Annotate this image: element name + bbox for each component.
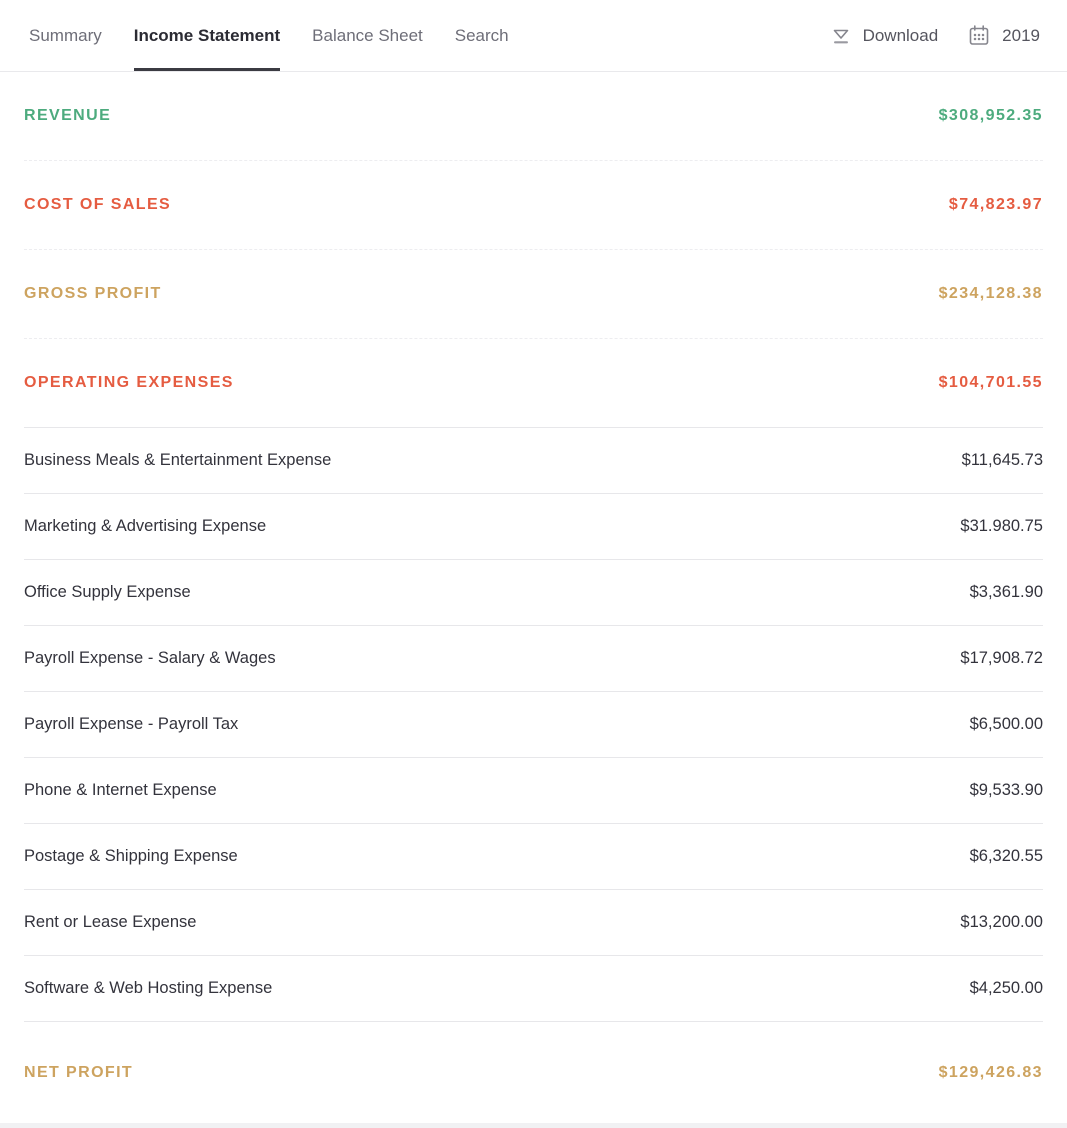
row-label: Rent or Lease Expense xyxy=(24,913,197,931)
row-label: OPERATING EXPENSES xyxy=(24,374,234,391)
statement-row xyxy=(24,494,1043,560)
tab-label: Summary xyxy=(29,25,102,45)
statement-row xyxy=(24,890,1043,956)
row-value: $74,823.97 xyxy=(948,196,1043,213)
row-value: $234,128.38 xyxy=(938,285,1043,302)
statement-row xyxy=(24,560,1043,626)
statement-row xyxy=(24,626,1043,692)
download-button[interactable] xyxy=(831,25,939,47)
header-actions xyxy=(831,0,1040,71)
statement-row xyxy=(24,250,1043,339)
statement-row xyxy=(24,692,1043,758)
row-value: $129,426.83 xyxy=(938,1063,1043,1081)
statement-row xyxy=(24,1022,1043,1123)
tab-balance-sheet[interactable] xyxy=(312,0,423,71)
download-icon xyxy=(831,25,851,47)
row-label: Payroll Expense - Payroll Tax xyxy=(24,715,239,733)
income-statement-list xyxy=(0,72,1067,1123)
row-label: Payroll Expense - Salary & Wages xyxy=(24,649,276,667)
row-label: Business Meals & Entertainment Expense xyxy=(24,451,332,469)
row-label: REVENUE xyxy=(24,107,112,124)
row-label: Phone & Internet Expense xyxy=(24,781,217,799)
tab-summary[interactable] xyxy=(29,0,102,71)
row-value: $4,250.00 xyxy=(969,979,1043,997)
row-value: $6,320.55 xyxy=(969,847,1043,865)
year-label: 2019 xyxy=(1002,25,1040,45)
statement-row xyxy=(24,956,1043,1022)
row-label: GROSS PROFIT xyxy=(24,285,162,302)
statement-row xyxy=(24,758,1043,824)
page-bottom-edge xyxy=(0,1123,1067,1128)
row-label: Postage & Shipping Expense xyxy=(24,847,238,865)
year-selector[interactable] xyxy=(968,24,1040,47)
statement-row xyxy=(24,161,1043,250)
tab-label: Balance Sheet xyxy=(312,25,423,45)
statement-row xyxy=(24,824,1043,890)
row-label: COST OF SALES xyxy=(24,196,172,213)
row-value: $104,701.55 xyxy=(938,374,1043,391)
row-label: Marketing & Advertising Expense xyxy=(24,517,267,535)
row-value: $308,952.35 xyxy=(938,107,1043,124)
download-label: Download xyxy=(862,25,939,45)
row-value: $3,361.90 xyxy=(969,583,1043,601)
statement-row xyxy=(24,72,1043,161)
statement-row xyxy=(24,339,1043,428)
row-label: NET PROFIT xyxy=(24,1063,134,1081)
tab-income-statement[interactable] xyxy=(134,0,280,71)
tab-bar xyxy=(29,0,509,71)
row-label: Software & Web Hosting Expense xyxy=(24,979,273,997)
row-label: Office Supply Expense xyxy=(24,583,191,601)
row-value: $17,908.72 xyxy=(960,649,1043,667)
tab-label: Income Statement xyxy=(133,25,281,45)
row-value: $13,200.00 xyxy=(960,913,1043,931)
header xyxy=(0,0,1067,72)
tab-search[interactable] xyxy=(455,0,509,71)
tab-label: Search xyxy=(454,25,509,45)
row-value: $11,645.73 xyxy=(961,451,1043,469)
row-value: $6,500.00 xyxy=(969,715,1043,733)
row-value: $31.980.75 xyxy=(960,517,1043,535)
statement-row xyxy=(24,428,1043,494)
calendar-icon xyxy=(968,24,990,47)
row-value: $9,533.90 xyxy=(969,781,1043,799)
